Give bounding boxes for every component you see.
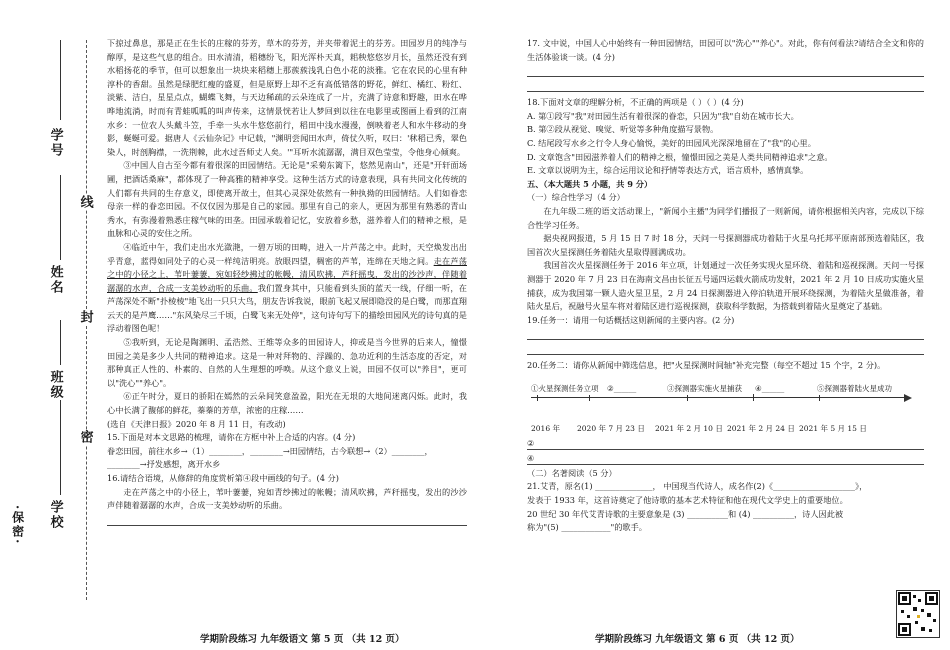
page-5-footer: 学期阶段练习 九年级语文 第 5 页 （共 12 页） — [200, 634, 405, 645]
question-21-line-2: 发表于 1933 年，这首诗奠定了他诗歌的基本艺术特征和他在现代文学史上的重要地位。 — [527, 495, 848, 506]
school-label: 学校 — [47, 500, 63, 530]
timeline-label-2[interactable]: ②______ — [607, 382, 636, 396]
name-label: 姓名 — [47, 265, 63, 295]
question-15-flow-line-1[interactable]: 眷恋田园，前往水乡→（1）________，________→田园情结，古今联想→（2）________， — [107, 445, 433, 456]
option-d: D. 文章饱含"田园滋养着人们的精神之根，憧憬田园之美是人类共同精神追求"之意。 — [527, 151, 833, 162]
option-e: E. 文章以说明为主，综合运用议论和抒情等表达方式，语言质朴，感情真挚。 — [527, 165, 809, 176]
timeline-tick — [753, 394, 754, 401]
subsection-1-heading: （一）综合性学习（4 分） — [527, 192, 625, 203]
option-b: B. 第②段从视觉、嗅觉、听觉等多种角度描写景物。 — [527, 124, 719, 135]
passage-paragraph-2: 下掠过鼻息，那是正在生长的庄稼的芬芳，草木的芬芳，并夹带着泥土的芬芳。田园岁月的纯净与醇厚，是这些气息的组合。田水清清，稻穗纷飞，阳光浑朴天真，耜秧悠悠岁月长，虽然还没有到水稻扬花的季节，但可以想象出一块块来稻穗上那蔟蔟浅乳白色小花的淡雅。它在农民的心里有种淳朴的香甜。虽然是绿肥红瘦的盛夏，但是原野上却不乏有高低错落的野花，鲜红、橘红、粉红、淡紫、洁白，星星点点，蝴蝶飞舞，与天边稀疏的云朵连成了一片，充满了诗意和野趣，田水在哗哗地流淌，时而有青蛙呱呱的叫声传来，这情景恍若让人梦回到以往在电影里或图画上看到的江南水乡：一位农人头戴斗笠，手牵一头水牛悠悠前行，稻田中浅水漫漫，倒映着老人和水牛移动的身影，蜒蜒可爱。据唐人《云仙杂记》中记载，"渊明尝闻田水声，倚仗久听，叹曰：'秫稻已秀，翠色染人，时剖胸襟，一洗荆棘，此水过吾师丈人矣。'"耳听水流潺潺，满目双色莹莹，令他身心倾爽。 — [107, 38, 467, 157]
mars-timeline — [527, 377, 924, 435]
answer-line[interactable] — [527, 64, 924, 77]
question-15: 15.下面是对本文思路的梳理，请你在方框中补上合适的内容。(4 分) — [107, 432, 356, 443]
question-15-flow-line-2[interactable]: ________→抒发感想，离开水乡 — [107, 459, 221, 470]
question-21-line-1[interactable]: 21.艾青，原名(1) ______________， 中国现当代诗人，成名作(2)《____________________》， — [527, 481, 868, 492]
timeline-date-5: 2021 年 5 月 15 日 — [799, 423, 867, 433]
passage-paragraph-6: ⑥正午时分，夏日的骄阳在嫣然的云朵间笑意盈盈，阳光在无垠的大地间迷离闪烁。此时，我心中长满了馥郁的鲜花，蓁蓁的芳草，浓密的庄稼…… — [107, 391, 467, 416]
passage-paragraph-5: ⑤我听到，无论是陶渊明、孟浩然、王维等众多的田园诗人，抑或是当今世界的后来人，憧憬田园之美是多少人共同的精神追求。这是一种对拜物的、浮躁的、急功近利的生活态度的否定，对那种真正人性的、朴素的、自然的人生理想的呼唤。从这个意义上说，田园不仅可以"养目"，更可以"洗心""养心"。 — [107, 337, 467, 388]
question-17: 17. 文中说，中国人心中始终有一种田园情结，田园可以"洗心""养心"。对此，你有何看法?请结合全文和你的生活体验谈一谈。(4 分) — [527, 38, 924, 62]
timeline-date-3: 2021 年 2 月 10 日 — [655, 423, 723, 433]
answer-line[interactable] — [527, 327, 924, 340]
news-paragraph-1: 据央视网报道，5 月 15 日 7 时 18 分，天问一号探测器成功着陆于火星乌托邦平原南部预选着陆区，我国首次火星探测任务着陆火星取得圆满成功。 — [527, 233, 924, 257]
class-blank — [60, 320, 61, 365]
activity-intro: 在九年级二班的语文活动课上，"新闻小主播"为同学们播报了一则新闻，请你根据相关内容，完成以下综合性学习任务。 — [527, 205, 924, 230]
qr-code — [896, 590, 940, 638]
question-16-quote: 走在芦荡之中的小径上，苇叶萋萋，宛如青纱拂过的帐幔；清风吹拂，芦秆摇曳，发出的沙沙声伴随着潺潺的水声，合成一支美妙动听的乐曲。 — [107, 486, 467, 511]
timeline-label-1: ①火星探测任务立项 — [531, 382, 599, 396]
subsection-2-heading: （二）名著阅读（5 分） — [527, 467, 617, 478]
timeline-label-3: ③探测器实施火星捕获 — [667, 382, 742, 396]
student-id-label: 学号 — [47, 128, 63, 158]
class-label: 班级 — [47, 370, 63, 400]
news-paragraph-2: 我国首次火星探测任务于 2016 年立项，计划通过一次任务实现火星环绕、着陆和巡视探测。天问一号探测器于 2020 年 7 月 23 日在海南文昌由长征五号遥四运载火箭成功发射，2021 年 2 月 10 日成功实施火星捕获，成为我国第一颗人造火星卫星，2 月 24 日探测器进入停泊轨道开展环绕探测，为着陆火星做准备，着陆火星后，祝融号火星车将对着陆区进行巡视探测，获取科学数据，为搭载到着陆火星奠定了基础。 — [527, 260, 924, 312]
name-blank — [60, 175, 61, 260]
page-6-footer: 学期阶段练习 九年级语文 第 6 页 （共 12 页） — [595, 634, 800, 645]
passage-paragraph-4: ④临近中午，我们走出水光潋滟，一碧万顷的田畴，进入一片芦荡之中。此时，天空焕发出出乎青意，蓝得如同处子的心灵一样纯洁明亮。放眼四望，稠密的芦苇，连绵在天地之间。走在芦荡之中的小径之上，苇叶萋萋，宛如轻纱拂过的帐幔，清风吹拂，芦秆摇曳，发出的沙沙声，伴随着潺潺的水声，合成一支美妙动听的乐曲。我们置身其中，只能看到头顶的蓝天一线，仔细一听，在芦荡深处不断"扑棱棱"地飞出一只只大鸟，朋友告诉我说，眼前飞起又展即隐没的是白鹭，而那直翔云天的是芦鹰……"东风染尽三千顷，白鹭飞来无处停"，这句诗句写下的描绘田园风光的诗句真的是浮动着图色呢！ — [107, 241, 467, 334]
timeline-date-4: 2021 年 2 月 24 日 — [727, 423, 795, 433]
student-id-blank — [60, 40, 61, 120]
binding-margin — [0, 0, 108, 650]
question-21-line-4[interactable]: 称为"(5) ____________"的歌手。 — [527, 522, 647, 533]
answer-line-4[interactable]: ④ — [527, 452, 924, 465]
seal-mi: 密 — [77, 430, 93, 445]
answer-line[interactable] — [527, 342, 924, 355]
underlined-sentence: 走在芦荡之中的小径之上，苇叶萋萋，宛如轻纱拂过的帐幔，清风吹拂，芦秆摇曳，发出的沙沙声，伴随着潺潺的水声，合成一支美妙动听的乐曲。 — [107, 255, 467, 293]
page-6-column — [527, 37, 924, 535]
question-18: 18.下面对文章的理解分析，不正确的两项是（ ）（ ）(4 分) — [527, 97, 744, 108]
seal-xian: 线 — [77, 195, 93, 210]
source-note: (选自《天津日报》2020 年 8 月 11 日，有改动) — [107, 418, 286, 429]
school-blank — [60, 400, 61, 495]
timeline-date-2: 2020 年 7 月 23 日 — [577, 423, 645, 433]
timeline-axis — [531, 397, 904, 398]
passage-paragraph-3: ③中国人自古至今都有着很深的田园情结。无论是"采菊东篱下，悠然见南山"，还是"开轩面场圃，把酒话桑麻"，都体现了一种高雅的精神享受。这种生活方式的诗意表现，具有共同文化传统的人们都有共同的生存意义，即使离开故土，但其心灵深处依然有一种执拗的田园情结。人们如眷恋母亲一样的眷恋田园。不仅仅因为那是自己的家园。那里有自己的亲人，更因为那里有熟悉的青山秀水，有弥漫着熟悉庄稼气味的田垄。田园承载着记忆，安放着乡愁，滋养着人们的精神之根，是血脉和心灵的安住之所。 — [107, 160, 467, 239]
timeline-label-4[interactable]: ④______ — [755, 382, 784, 396]
answer-line[interactable] — [107, 513, 467, 526]
qr-code-icon — [897, 591, 939, 637]
timeline-date-1: 2016 年 — [531, 423, 560, 433]
timeline-label-5: ⑤探测器着陆火星成功 — [817, 382, 892, 396]
answer-line-2[interactable]: ② — [527, 437, 924, 450]
question-20: 20.任务二：请你从新闻中筛选信息，把"火星探测时间轴"补充完整（每空不超过 15 个字，2 分)。 — [527, 360, 886, 371]
option-a: A. 第①段写"我"对田园生活有着很深的眷恋，只因为"我"自幼在城市长大。 — [527, 110, 799, 121]
question-21-line-3[interactable]: 20 世纪 30 年代艾青诗歌的主要意象是 (3) __________和 (4) __________，诗人因此被 — [527, 508, 844, 519]
section-5-heading: 五、（本大题共 5 小题，共 9 分） — [527, 178, 653, 189]
question-19: 19.任务一：请用一句话概括这则新闻的主要内容。(2 分) — [527, 314, 735, 325]
question-16: 16.请结合语境，从修辞的角度赏析第④段中画线的句子。(4 分) — [107, 473, 339, 483]
confidential-label: ·保密· — [10, 505, 25, 546]
seal-feng: 封 — [77, 310, 93, 325]
answer-line[interactable] — [527, 79, 924, 92]
page-5-column — [107, 37, 467, 528]
option-c: C. 结尾段写水乡之行令人身心愉悦，美好的田园风光深深地留在了"我"的心里。 — [527, 137, 816, 148]
